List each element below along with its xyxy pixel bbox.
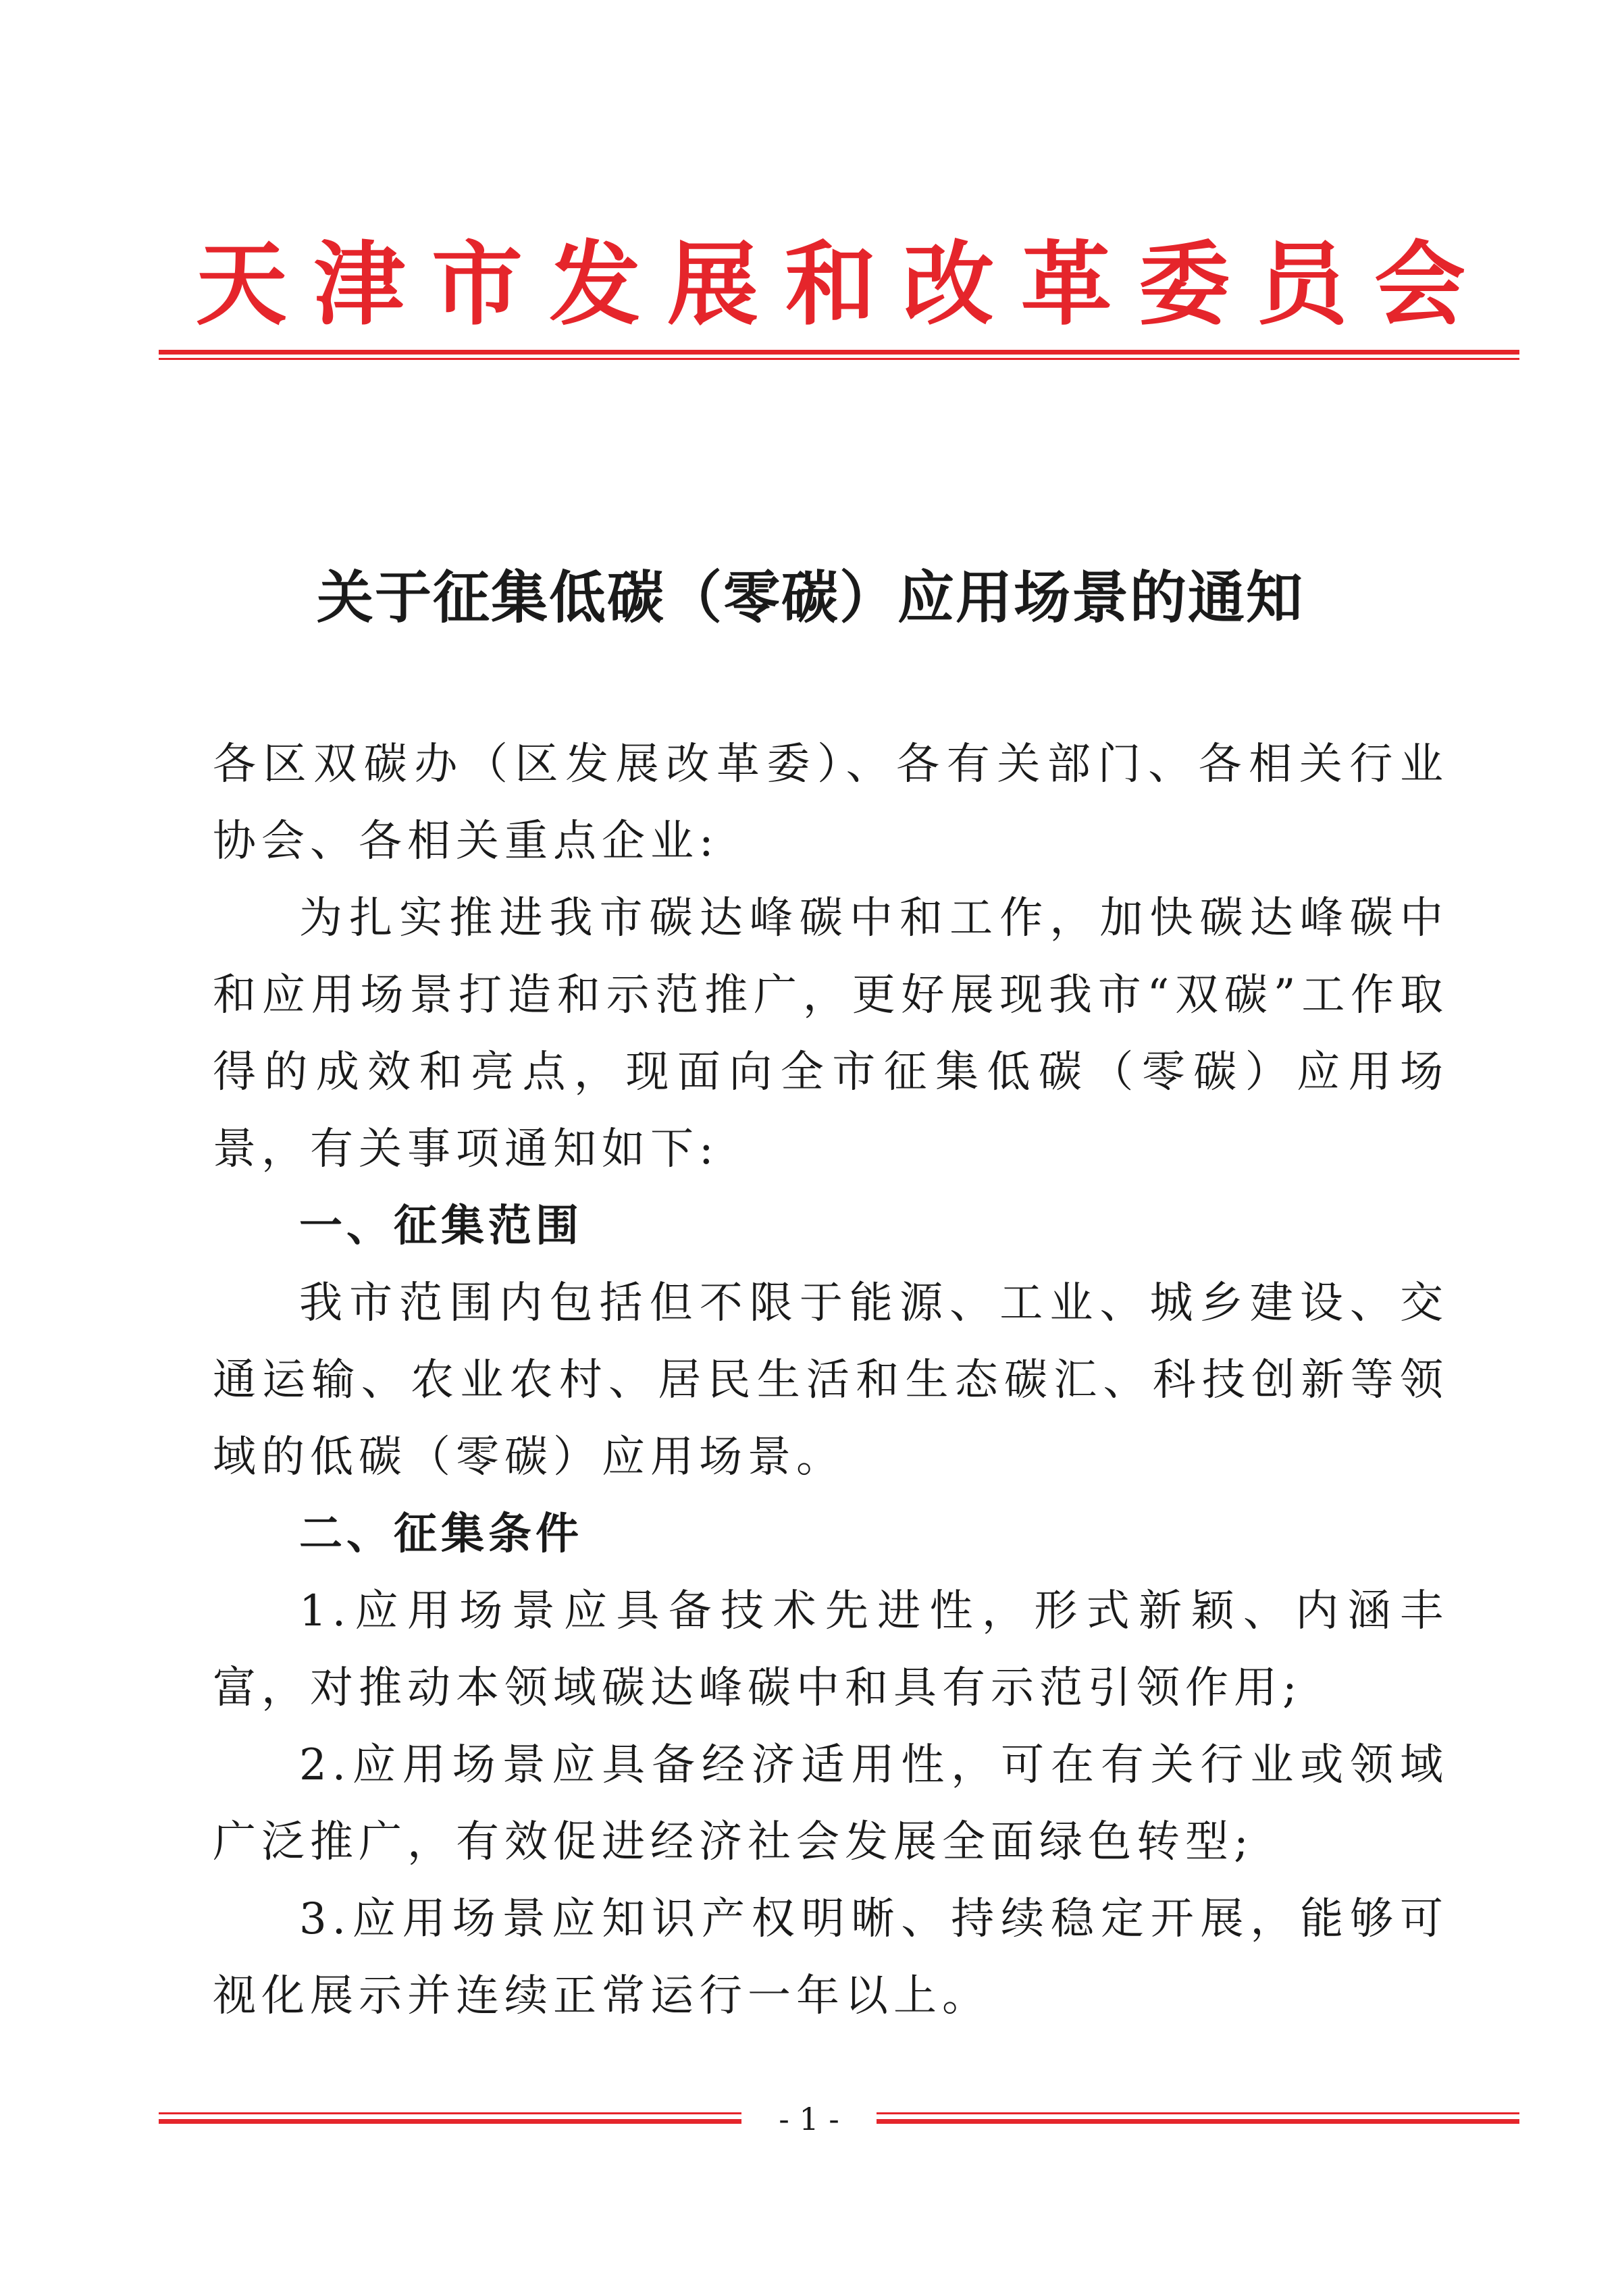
header-char: 津 bbox=[313, 230, 405, 338]
condition-item: 1.应用场景应具备技术先进性，形式新颖、内涵丰富，对推动本领域碳达峰碳中和具有示范引领作用; bbox=[213, 1586, 1449, 1713]
document-title: 关于征集低碳（零碳）应用场景的通知 bbox=[316, 564, 1304, 631]
condition-item: 3.应用场景应知识产权明晰、持续稳定开展，能够可视化展示并连续正常运行一年以上。 bbox=[213, 1894, 1449, 2021]
header-char: 和 bbox=[785, 230, 877, 338]
header-char: 改 bbox=[903, 230, 994, 338]
addressee: 各区双碳办（区发展改革委）、各有关部门、各相关行业协会、各相关重点企业: bbox=[213, 739, 1449, 866]
header-char: 委 bbox=[1139, 230, 1230, 338]
scope-paragraph: 我市范围内包括但不限于能源、工业、城乡建设、交通运输、农业农村、居民生活和生态碳汇、科技创新等领域的低碳（零碳）应用场景。 bbox=[213, 1278, 1449, 1482]
header-char: 市 bbox=[432, 230, 523, 338]
header-char: 天 bbox=[196, 230, 287, 338]
header-divider-thin bbox=[159, 358, 1519, 360]
header-char: 展 bbox=[667, 230, 758, 338]
issuing-organization-header bbox=[196, 223, 1465, 344]
header-char: 员 bbox=[1256, 230, 1348, 338]
header-char: 发 bbox=[549, 230, 641, 338]
condition-item: 2.应用场景应具备经济适用性，可在有关行业或领域广泛推广，有效促进经济社会发展全面绿色转型; bbox=[213, 1740, 1449, 1867]
intro-paragraph: 为扎实推进我市碳达峰碳中和工作，加快碳达峰碳中和应用场景打造和示范推广，更好展现我市“双碳”工作取得的成效和亮点，现面向全市征集低碳（零碳）应用场景，有关事项通知如下: bbox=[213, 893, 1449, 1174]
section-heading-scope: 一、征集范围 bbox=[299, 1201, 583, 1251]
document-body bbox=[213, 726, 1449, 2035]
header-char: 革 bbox=[1020, 230, 1112, 338]
header-divider-thick bbox=[159, 350, 1519, 355]
section-heading-conditions: 二、征集条件 bbox=[299, 1509, 583, 1559]
page-number: - 1 - bbox=[741, 2099, 877, 2139]
header-char: 会 bbox=[1374, 230, 1465, 338]
